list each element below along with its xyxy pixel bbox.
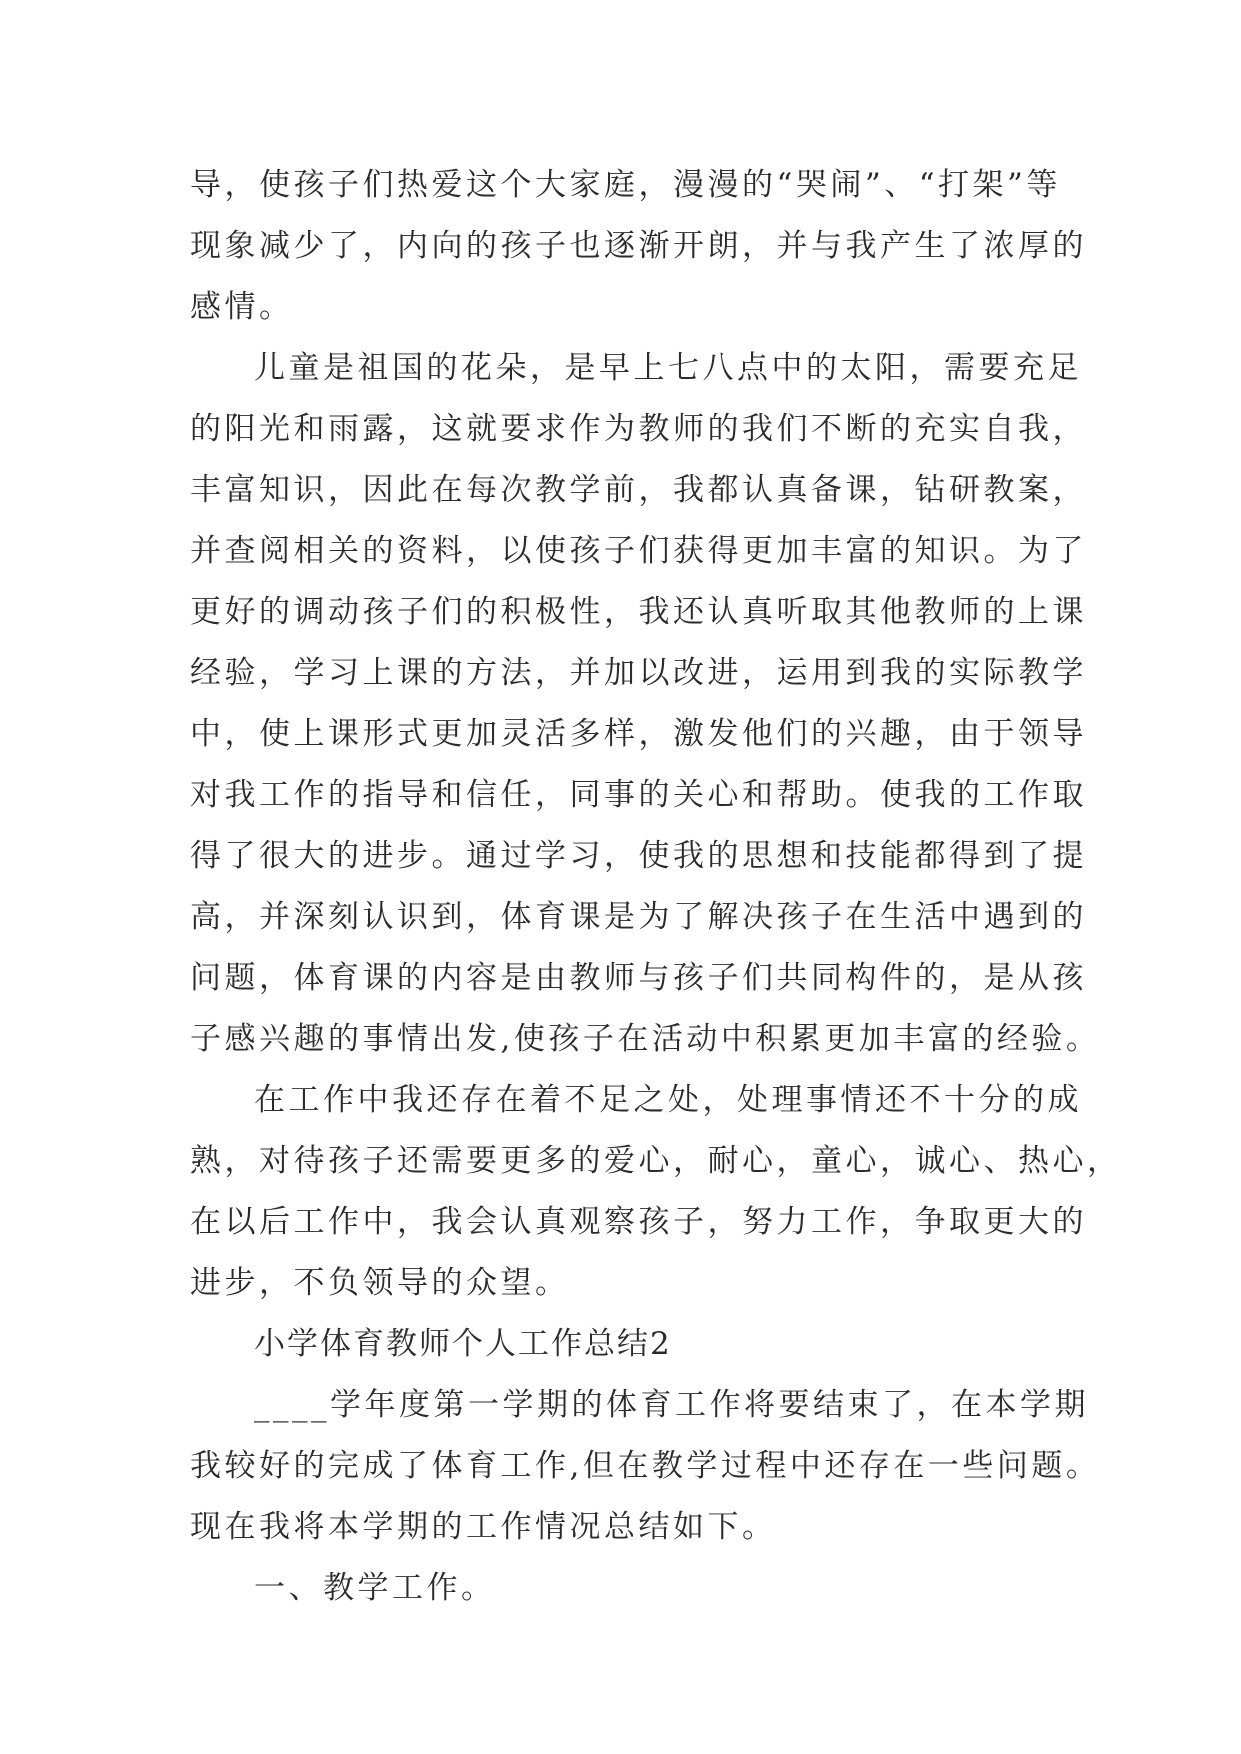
text-line: 在以后工作中，我会认真观察孩子，努力工作，争取更大的 (190, 1204, 1087, 1240)
text-line: 的阳光和雨露，这就要求作为教师的我们不断的充实自我， (190, 411, 1087, 447)
text-line: 问题，体育课的内容是由教师与孩子们共同构件的，是从孩 (190, 960, 1087, 996)
document-body (190, 155, 1122, 1619)
section-heading: 小学体育教师个人工作总结2 (254, 1326, 672, 1362)
paragraph-first-line: 儿童是祖国的花朵，是早上七八点中的太阳，需要充足 (254, 350, 1082, 386)
text-line: 高，并深刻认识到，体育课是为了解决孩子在生活中遇到的 (190, 899, 1087, 935)
text-line: 熟，对待孩子还需要更多的爱心，耐心，童心，诚心、热心， (190, 1143, 1122, 1179)
text-line: 丰富知识，因此在每次教学前，我都认真备课，钻研教案， (190, 472, 1087, 508)
text-line: 现在我将本学期的工作情况总结如下。 (190, 1509, 777, 1545)
text-line: 我较好的完成了体育工作,但在教学过程中还存在一些问题。 (190, 1448, 1101, 1484)
text-line: 更好的调动孩子们的积极性，我还认真听取其他教师的上课 (190, 594, 1087, 630)
text-line: 现象减少了，内向的孩子也逐渐开朗，并与我产生了浓厚的 (190, 228, 1087, 264)
text-line: 得了很大的进步。通过学习，使我的思想和技能都得到了提 (190, 838, 1087, 874)
text-line: 子感兴趣的事情出发,使孩子在活动中积累更加丰富的经验。 (190, 1021, 1101, 1057)
text-line: 导，使孩子们热爱这个大家庭，漫漫的“哭闹”、“打架”等 (190, 167, 1061, 203)
text-line: 中，使上课形式更加灵活多样，激发他们的兴趣，由于领导 (190, 716, 1087, 752)
paragraph-first-line: ____学年度第一学期的体育工作将要结束了，在本学期 (254, 1387, 1089, 1423)
text-line: 进步，不负领导的众望。 (190, 1265, 570, 1301)
subsection-heading: 一、教学工作。 (254, 1570, 496, 1606)
text-line: 对我工作的指导和信任，同事的关心和帮助。使我的工作取 (190, 777, 1087, 813)
text-line: 经验，学习上课的方法，并加以改进，运用到我的实际教学 (190, 655, 1087, 691)
paragraph-first-line: 在工作中我还存在着不足之处，处理事情还不十分的成 (254, 1082, 1082, 1118)
text-line: 并查阅相关的资料，以使孩子们获得更加丰富的知识。为了 (190, 533, 1087, 569)
text-line: 感情。 (190, 289, 294, 325)
